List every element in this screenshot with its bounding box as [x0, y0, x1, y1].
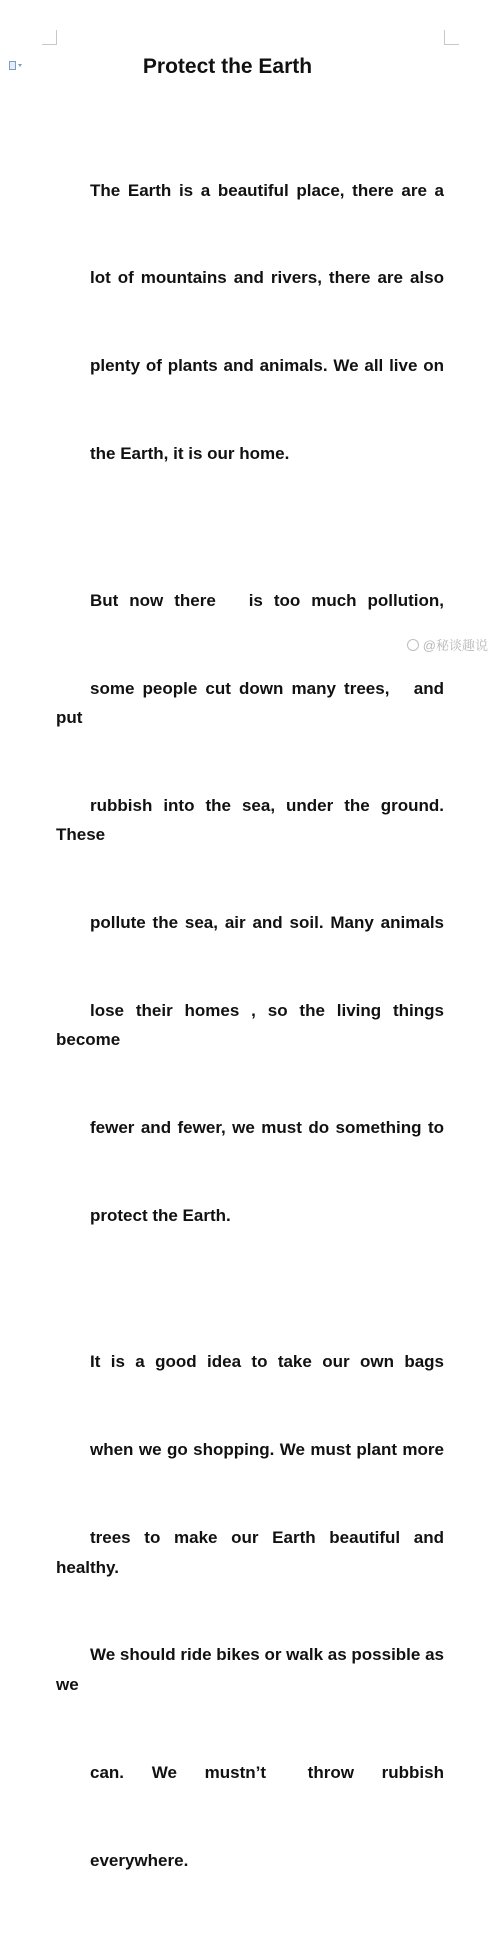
document-body [56, 117, 449, 1933]
paragraph-line: some people cut down many trees, and put [56, 678, 449, 727]
paragraph-line: lot of mountains and rivers, there are also [90, 268, 444, 288]
paragraph-line: when we go shopping. We must plant more [90, 1440, 444, 1460]
paragraph-line: The Earth is a beautiful place, there are a [90, 180, 444, 200]
paragraph-line: trees to make our Earth beautiful and healthy. [56, 1528, 449, 1577]
watermark-text: @秘谈趣说 [422, 638, 488, 653]
paragraph-line: lose their homes , so the living things become [56, 1000, 449, 1050]
paragraph-line: the Earth, it is our home. [90, 444, 290, 464]
paragraph-1 [56, 117, 444, 527]
page-corner-mark-right [444, 30, 459, 45]
watermark [407, 635, 488, 654]
paragraph-line: everywhere. [90, 1850, 189, 1870]
paragraph-line: We should ride bikes or walk as possible as we [56, 1645, 449, 1694]
page-corner-mark-left [42, 30, 57, 45]
paragraph-line: pollute the sea, air and soil. Many animals [90, 913, 444, 933]
paragraph-2 [56, 527, 449, 1289]
watermark-logo-icon [407, 639, 419, 651]
paragraph-3 [56, 1289, 449, 1933]
paragraph-line: plenty of plants and animals. We all live on [90, 356, 444, 376]
paragraph-line: protect the Earth. [90, 1205, 231, 1225]
paragraph-line: rubbish into the sea, under the ground. These [56, 795, 449, 845]
paragraph-line: can. We mustn’t throw rubbish [90, 1762, 444, 1782]
paragraph-line: But now there is too much pollution, [90, 590, 444, 610]
paragraph-line: fewer and fewer, we must do something to [90, 1118, 444, 1138]
document-title: Protect the Earth [142, 55, 313, 78]
paragraph-line: It is a good idea to take our own bags [90, 1352, 444, 1372]
